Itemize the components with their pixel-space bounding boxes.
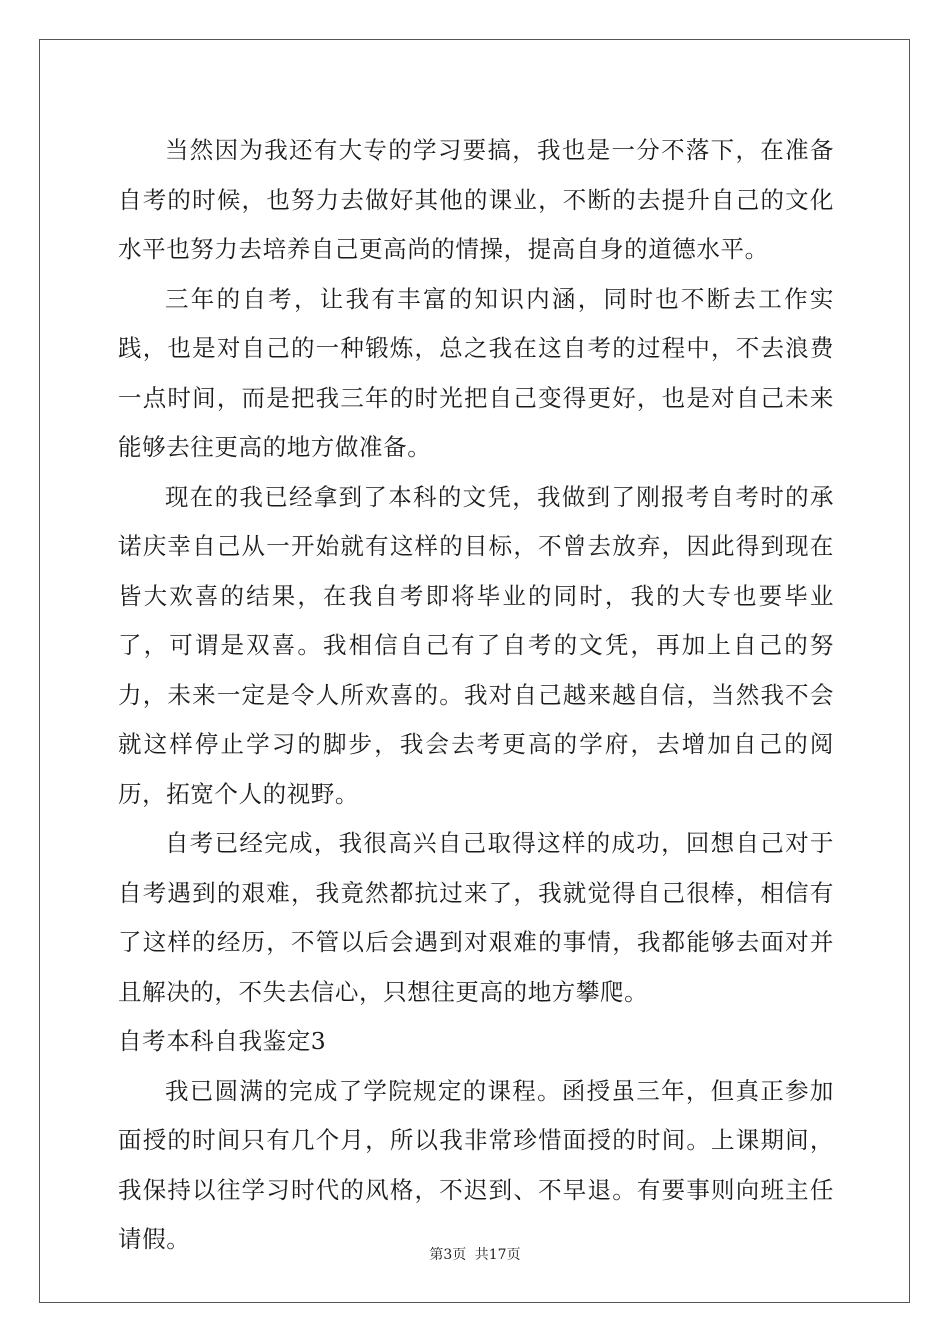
paragraph: 三年的自考，让我有丰富的知识内涵，同时也不断去工作实践，也是对自己的一种锻炼，总之我在这自考的过程中，不去浪费一点时间，而是把我三年的时光把自己变得更好，也是对自己未来能够去往更高的地方做准备。 [118, 284, 834, 461]
paragraph: 现在的我已经拿到了本科的文凭，我做到了刚报考自考时的承诺庆幸自己从一开始就有这样的目标，不曾去放弃，因此得到现在皆大欢喜的结果，在我自考即将毕业的同时，我的大专也要毕业了，可谓是双喜。我相信自己有了自考的文凭，再加上自己的努力，未来一定是令人所欢喜的。我对自己越来越自信，当然我不会就这样停止学习的脚步，我会去考更高的学府，去增加自己的阅历，拓宽个人的视野。 [118, 482, 834, 808]
paragraph: 当然因为我还有大专的学习要搞，我也是一分不落下，在准备自考的时候，也努力去做好其他的课业，不断的去提升自己的文化水平也努力去培养自己更高尚的情操，提高自身的道德水平。 [118, 136, 834, 263]
page-number: 第3页 [429, 1247, 467, 1263]
paragraph: 自考已经完成，我很高兴自己取得这样的成功，回想自己对于自考遇到的艰难，我竟然都抗过来了，我就觉得自己很棒，相信有了这样的经历，不管以后会遇到对艰难的事情，我都能够去面对并且解决的，不失去信心，只想往更高的地方攀爬。 [118, 829, 834, 1006]
paragraph: 我已圆满的完成了学院规定的课程。函授虽三年，但真正参加面授的时间只有几个月，所以我非常珍惜面授的时间。上课期间，我保持以往学习时代的风格，不迟到、不早退。有要事则向班主任请假。 [118, 1076, 834, 1253]
page-footer [0, 1244, 950, 1264]
section-title: 自考本科自我鉴定3 [118, 1027, 327, 1055]
document-body [118, 126, 834, 1265]
page-total: 共17页 [474, 1247, 521, 1263]
